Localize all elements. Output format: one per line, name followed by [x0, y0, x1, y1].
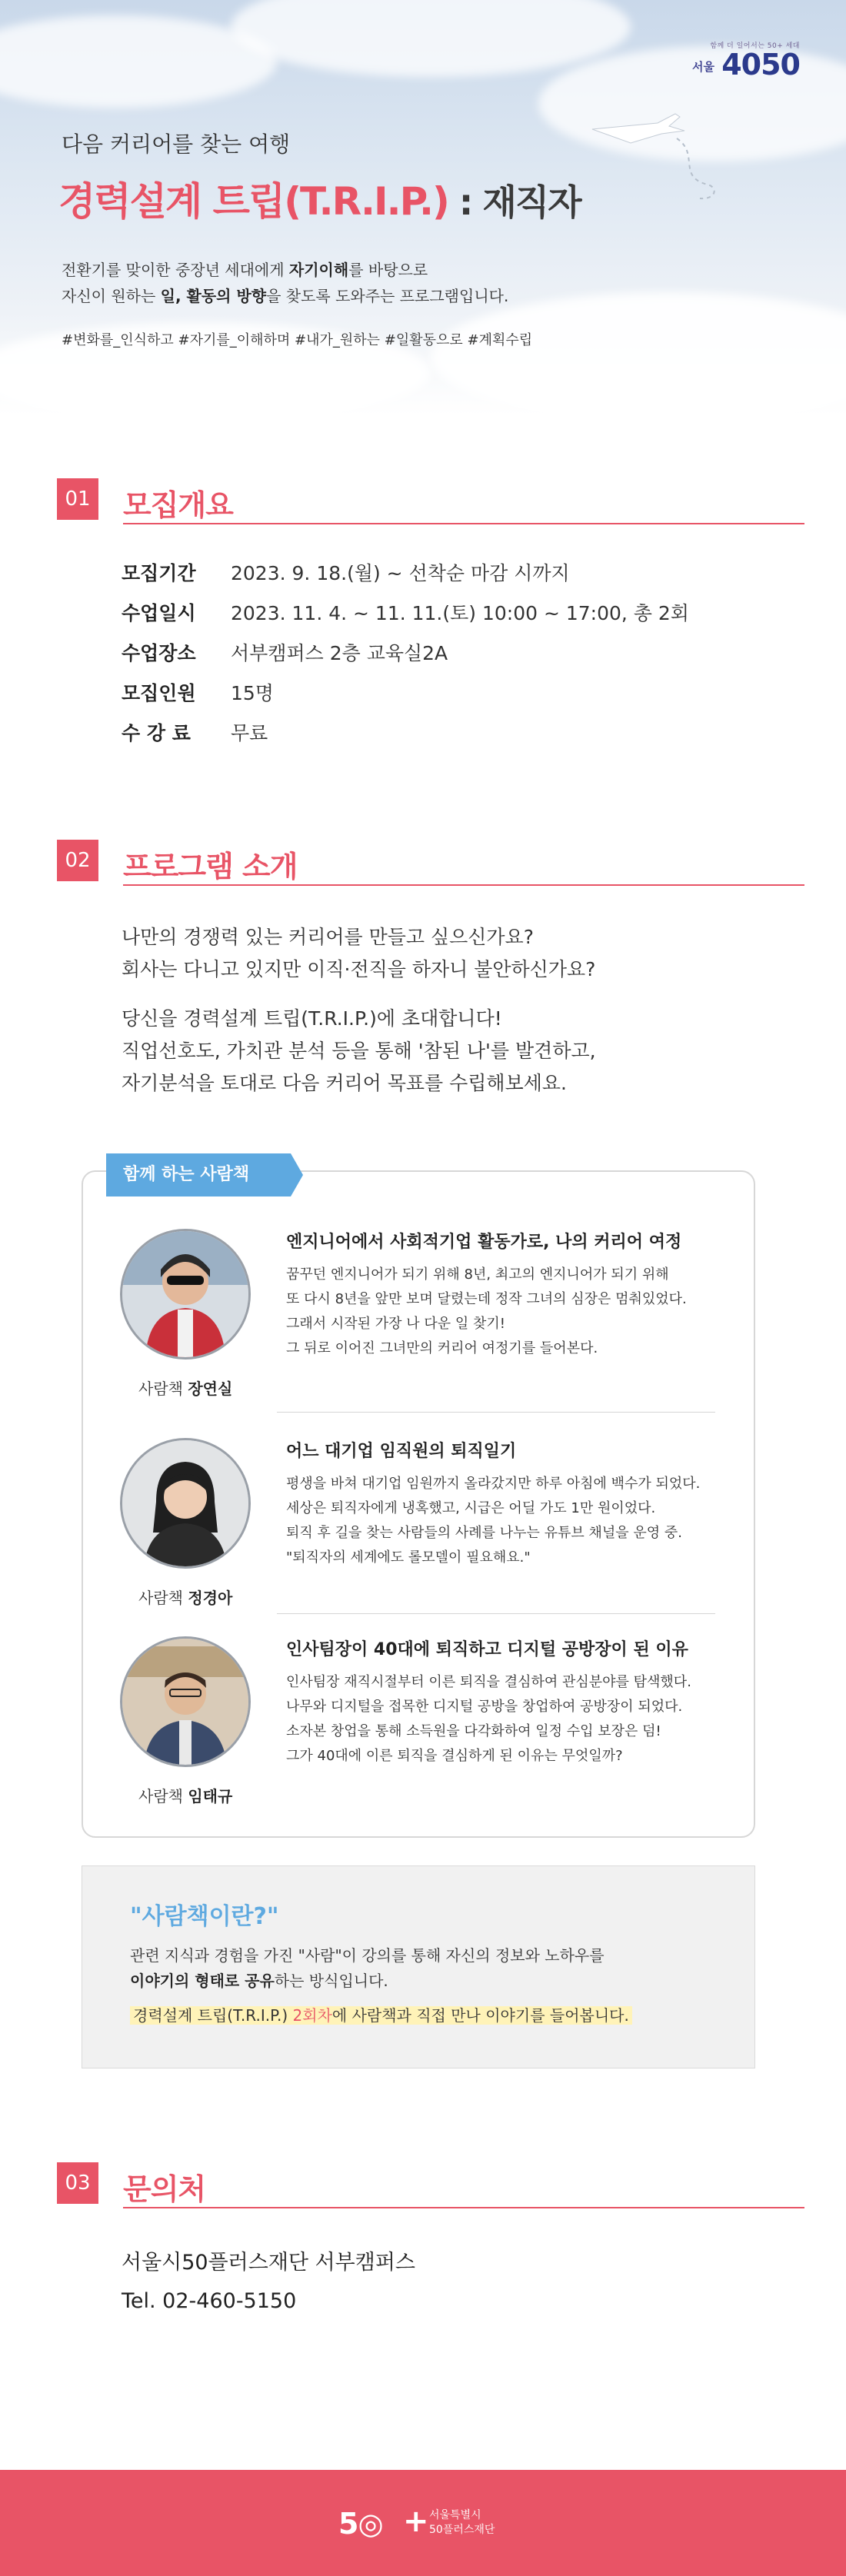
desc-line: 퇴직 후 길을 찾는 사람들의 사례를 나누는 유튜브 채널을 운영 중.: [286, 1525, 683, 1541]
desc-line: 나무와 디지털을 접목한 디지털 공방을 창업하여 공방장이 되었다.: [286, 1699, 683, 1715]
person-title: 엔지니어에서 사회적기업 활동가로, 나의 커리어 여정: [286, 1233, 682, 1252]
name-prefix: 사람책: [138, 1380, 188, 1398]
explainer-highlight: [130, 2003, 632, 2025]
desc-text: 전환기를 맞이한 중장년 세대에게: [62, 261, 289, 279]
intro-line: 회사는 다니고 있지만 이직·전직을 하자니 불안하신가요?: [122, 958, 596, 980]
footer-logo-text: [429, 2508, 495, 2538]
person-title: 인사팀장이 40대에 퇴직하고 디지털 공방장이 된 이유: [286, 1640, 688, 1659]
hero-banner: [0, 0, 846, 415]
info-row: [122, 558, 689, 598]
contact-info: [122, 2244, 415, 2321]
person-description: [286, 1670, 691, 1769]
hero-subtitle: 다음 커리어를 찾는 여행: [62, 131, 291, 157]
footer-org-line: 서울특별시: [429, 2509, 481, 2521]
divider: [277, 1613, 715, 1614]
explainer-title: "사람책이란?": [130, 1903, 279, 1930]
section-title: 모집개요: [123, 488, 233, 522]
person-entry: [108, 1229, 723, 1413]
info-label: 수 강 료: [122, 722, 191, 744]
desc-line: 또 다시 8년을 앞만 보며 달렸는데 정작 그녀의 심장은 멈춰있었다.: [286, 1291, 687, 1307]
explainer-line: 관련 지식과 경험을 가진 "사람"이 강의를 통해 자신의 정보와 노하우를: [130, 1946, 605, 1965]
desc-text: 자신이 원하는: [62, 287, 161, 305]
explainer-text: [130, 1943, 605, 1994]
desc-text: 를 바탕으로: [348, 261, 428, 279]
name-prefix: 사람책: [138, 1787, 188, 1806]
desc-line: 꿈꾸던 엔지니어가 되기 위해 8년, 최고의 엔지니어가 되기 위해: [286, 1266, 669, 1283]
footer-logo: [338, 2501, 523, 2547]
section-underline: [123, 523, 804, 524]
desc-line: 그 뒤로 이어진 그녀만의 커리어 여정기를 들어본다.: [286, 1340, 598, 1356]
info-row: [122, 638, 689, 678]
logo-number: 4050: [721, 48, 800, 82]
section-number: 03: [57, 2162, 98, 2204]
hero-title-suffix: : 재직자: [448, 181, 581, 223]
hero-hashtags: #변화를_인식하고 #자기를_이해하며 #내가_원하는 #일활동으로 #계획수립: [62, 332, 533, 348]
section-title: 프로그램 소개: [123, 850, 298, 884]
person-name: [138, 1586, 232, 1608]
desc-emphasis: 일, 활동의 방향: [160, 287, 267, 305]
explainer-emphasis: 이야기의 형태로 공유: [130, 1972, 275, 1990]
info-label: 수업일시: [122, 602, 196, 624]
info-value: 무료: [231, 722, 268, 744]
hero-title-main: 경력설계 트립(T.R.I.P.): [58, 179, 448, 224]
desc-line: 세상은 퇴직자에게 냉혹했고, 시급은 어딜 가도 1만 원이었다.: [286, 1500, 656, 1516]
hero-title: [58, 171, 581, 226]
info-value: 2023. 11. 4. ~ 11. 11.(토) 10:00 ~ 17:00, 총 2회: [231, 602, 689, 624]
section-underline: [123, 2207, 804, 2208]
person-entry: [108, 1636, 723, 1821]
desc-line: 그래서 시작된 가장 나 다운 일 찾기!: [286, 1316, 505, 1332]
hero-description: [62, 257, 508, 309]
logo-tagline: 함께 더 일어서는 50+ 세대: [710, 42, 800, 50]
highlight-session: 2회차: [292, 2006, 332, 2025]
desc-line: 평생을 바쳐 대기업 임원까지 올라갔지만 하루 아침에 백수가 되었다.: [286, 1476, 701, 1492]
info-row: [122, 718, 689, 758]
footer-org-line: 50플러스재단: [429, 2524, 495, 2536]
cloud-decoration: [231, 0, 631, 77]
desc-emphasis: 자기이해: [288, 261, 349, 279]
recruit-info-list: [122, 558, 689, 758]
section-header-recruit: [57, 478, 804, 524]
footer-logo-mark: 5◎: [338, 2507, 383, 2541]
info-value: 서부캠퍼스 2층 교육실2A: [231, 642, 448, 664]
intro-line: 당신을 경력설계 트립(T.R.I.P.)에 초대합니다!: [122, 1007, 502, 1030]
avatar: [120, 1438, 251, 1569]
footer: [0, 2470, 846, 2576]
people-book-explainer: [82, 1865, 755, 2068]
divider: [277, 1412, 715, 1413]
people-book-tab: 함께 하는 사람책: [106, 1153, 291, 1196]
info-label: 모집인원: [122, 682, 196, 704]
highlight-part: 에 사람책과 직접 만나 이야기를 들어봅니다.: [331, 2006, 629, 2025]
contact-org: 서울시50플러스재단 서부캠퍼스: [122, 2251, 416, 2275]
name-value: 정경아: [188, 1589, 233, 1607]
intro-line: 나만의 경쟁력 있는 커리어를 만들고 싶으신가요?: [122, 926, 535, 948]
person-name: [138, 1376, 232, 1399]
desc-line: 인사팀장 재직시절부터 이른 퇴직을 결심하여 관심분야를 탐색했다.: [286, 1674, 691, 1690]
airplane-icon: [585, 108, 723, 208]
contact-tel[interactable]: Tel. 02-460-5150: [122, 2289, 297, 2313]
person-description: [286, 1263, 687, 1361]
explainer-rest: 하는 방식입니다.: [274, 1972, 388, 1990]
desc-line: 그가 40대에 이른 퇴직을 결심하게 된 이유는 무엇일까?: [286, 1748, 623, 1764]
intro-paragraph-1: [122, 921, 595, 986]
intro-paragraph-2: [122, 1003, 596, 1100]
info-label: 모집기간: [122, 562, 196, 584]
info-value: 15명: [231, 682, 274, 704]
name-prefix: 사람책: [138, 1589, 188, 1607]
name-value: 장연실: [188, 1380, 233, 1398]
info-row: [122, 598, 689, 638]
person-description: [286, 1472, 700, 1570]
footer-logo-plus: +: [403, 2504, 429, 2539]
desc-text: 을 찾도록 도와주는 프로그램입니다.: [266, 287, 509, 305]
avatar: [120, 1636, 251, 1767]
highlight-text: [130, 2006, 632, 2025]
section-number: 01: [57, 478, 98, 520]
highlight-part: 경력설계 트립(T.R.I.P.): [133, 2006, 293, 2025]
name-value: 임태규: [188, 1787, 233, 1806]
desc-line: 소자본 창업을 통해 소득원을 다각화하여 일정 수입 보장은 덤!: [286, 1723, 661, 1739]
avatar: [120, 1229, 251, 1360]
explainer-line: [130, 1969, 605, 1994]
section-header-program: [57, 840, 804, 886]
person-entry: [108, 1438, 723, 1622]
desc-line: "퇴직자의 세계에도 롤모델이 필요해요.": [286, 1549, 531, 1566]
intro-line: 자기분석을 토대로 다음 커리어 목표를 수립해보세요.: [122, 1072, 567, 1094]
section-title: 문의처: [123, 2172, 206, 2206]
person-title: 어느 대기업 임직원의 퇴직일기: [286, 1442, 517, 1461]
section-underline: [123, 884, 804, 886]
brand-logo: [692, 40, 800, 86]
section-number: 02: [57, 840, 98, 881]
info-value: 2023. 9. 18.(월) ~ 선착순 마감 시까지: [231, 562, 570, 584]
info-row: [122, 678, 689, 718]
intro-line: 직업선호도, 가치관 분석 등을 통해 '참된 나'를 발견하고,: [122, 1040, 596, 1062]
person-name: [138, 1784, 232, 1806]
info-label: 수업장소: [122, 642, 196, 664]
section-header-contact: [57, 2162, 804, 2208]
logo-seoul: 서울: [692, 60, 714, 74]
cloud-decoration: [431, 292, 846, 415]
